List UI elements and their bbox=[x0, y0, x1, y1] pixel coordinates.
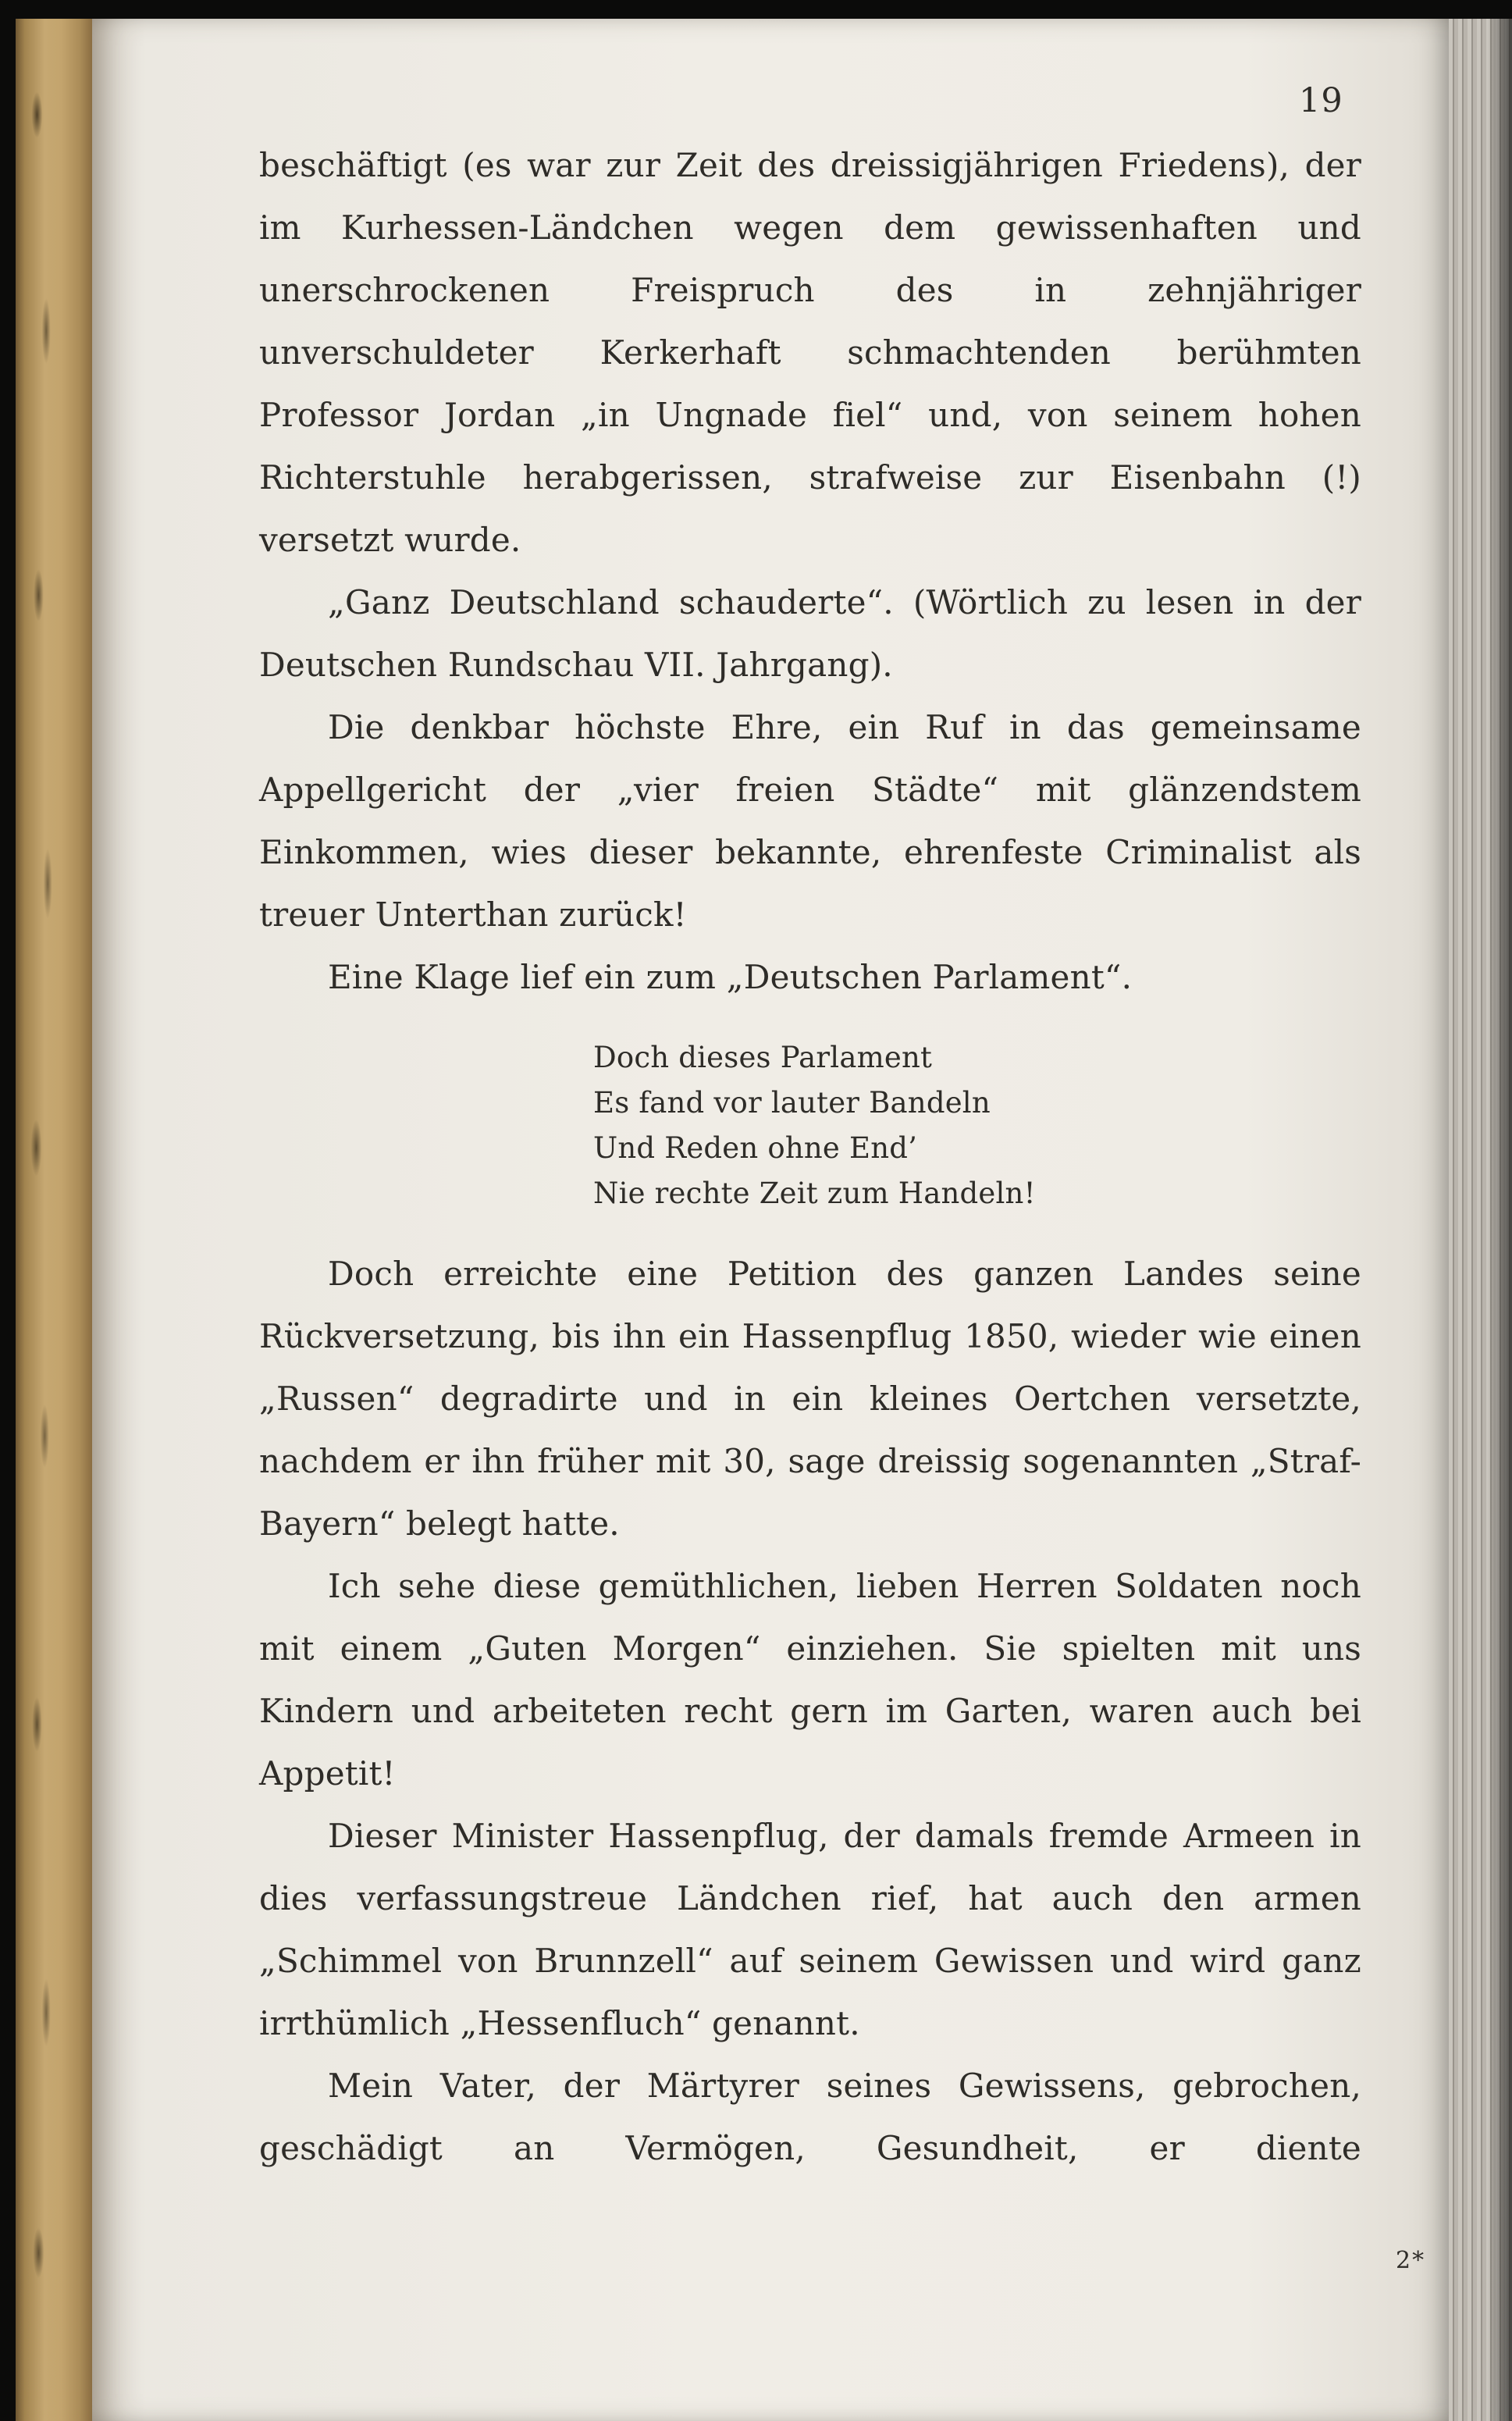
binding-stitch-marks bbox=[16, 19, 92, 2421]
paragraph: Eine Klage lief ein zum „Deutschen Parlament“. bbox=[328, 958, 1133, 996]
paragraph: „Ganz Deutschland schauderte“. (Wörtlich zu lesen in der Deutschen Rundschau VII. Jahrgang). bbox=[259, 583, 1361, 684]
page-number: 19 bbox=[1299, 81, 1343, 120]
body-text bbox=[259, 134, 1361, 2180]
verse-line: Doch dieses Parlament bbox=[593, 1041, 933, 1074]
verse-line: Nie rechte Zeit zum Handeln! bbox=[593, 1177, 1036, 1210]
paragraph: Doch erreichte eine Petition des ganzen Landes seine Rückversetzung, bis ihn ein Hassenpflug 1850, wieder wie einen „Russen“ degradirte und in ein kleines Oertchen versetzte, nachdem er ihn früher mit 30, sage dreissig sogenannten „Straf-Bayern“ belegt hatte. bbox=[259, 1255, 1361, 1543]
stacked-page-edges bbox=[1449, 19, 1512, 2421]
paragraph: Mein Vater, der Märtyrer seines Gewissens, gebrochen, geschädigt an Vermögen, Gesundheit, er diente bbox=[259, 2067, 1361, 2167]
paragraph: Ich sehe diese gemüthlichen, lieben Herren Soldaten noch mit einem „Guten Morgen“ einziehen. Sie spielten mit uns Kindern und arbeiteten recht gern im Garten, waren auch bei Appetit! bbox=[259, 1567, 1361, 1793]
paragraph: Dieser Minister Hassenpflug, der damals fremde Armeen in dies verfassungstreue Ländchen rief, hat auch den armen „Schimmel von Brunnzell“ auf seinem Gewissen und wird ganz irrthümlich „Hessenfluch“ genannt. bbox=[259, 1817, 1361, 2042]
book-binding-edge bbox=[16, 19, 92, 2421]
verse-block bbox=[593, 1035, 1361, 1216]
printers-mark: 2* bbox=[1396, 2247, 1426, 2274]
verse-line: Und Reden ohne End’ bbox=[593, 1131, 918, 1165]
paragraph: beschäftigt (es war zur Zeit des dreissigjährigen Friedens), der im Kurhessen-Ländchen wegen dem gewissenhaften und unerschrockenen Freispruch des in zehnjähriger unverschuldeter Kerkerhaft schmachtenden berühmten Professor Jordan „in Ungnade fiel“ und, von seinem hohen Richterstuhle herabgerissen, strafweise zur Eisenbahn (!) versetzt wurde. bbox=[259, 146, 1361, 559]
paragraph: Die denkbar höchste Ehre, ein Ruf in das gemeinsame Appellgericht der „vier freien Städte“ mit glänzendstem Einkommen, wies dieser bekannte, ehrenfeste Criminalist als treuer Unterthan zurück! bbox=[259, 708, 1361, 934]
verse-line: Es fand vor lauter Bandeln bbox=[593, 1086, 991, 1120]
